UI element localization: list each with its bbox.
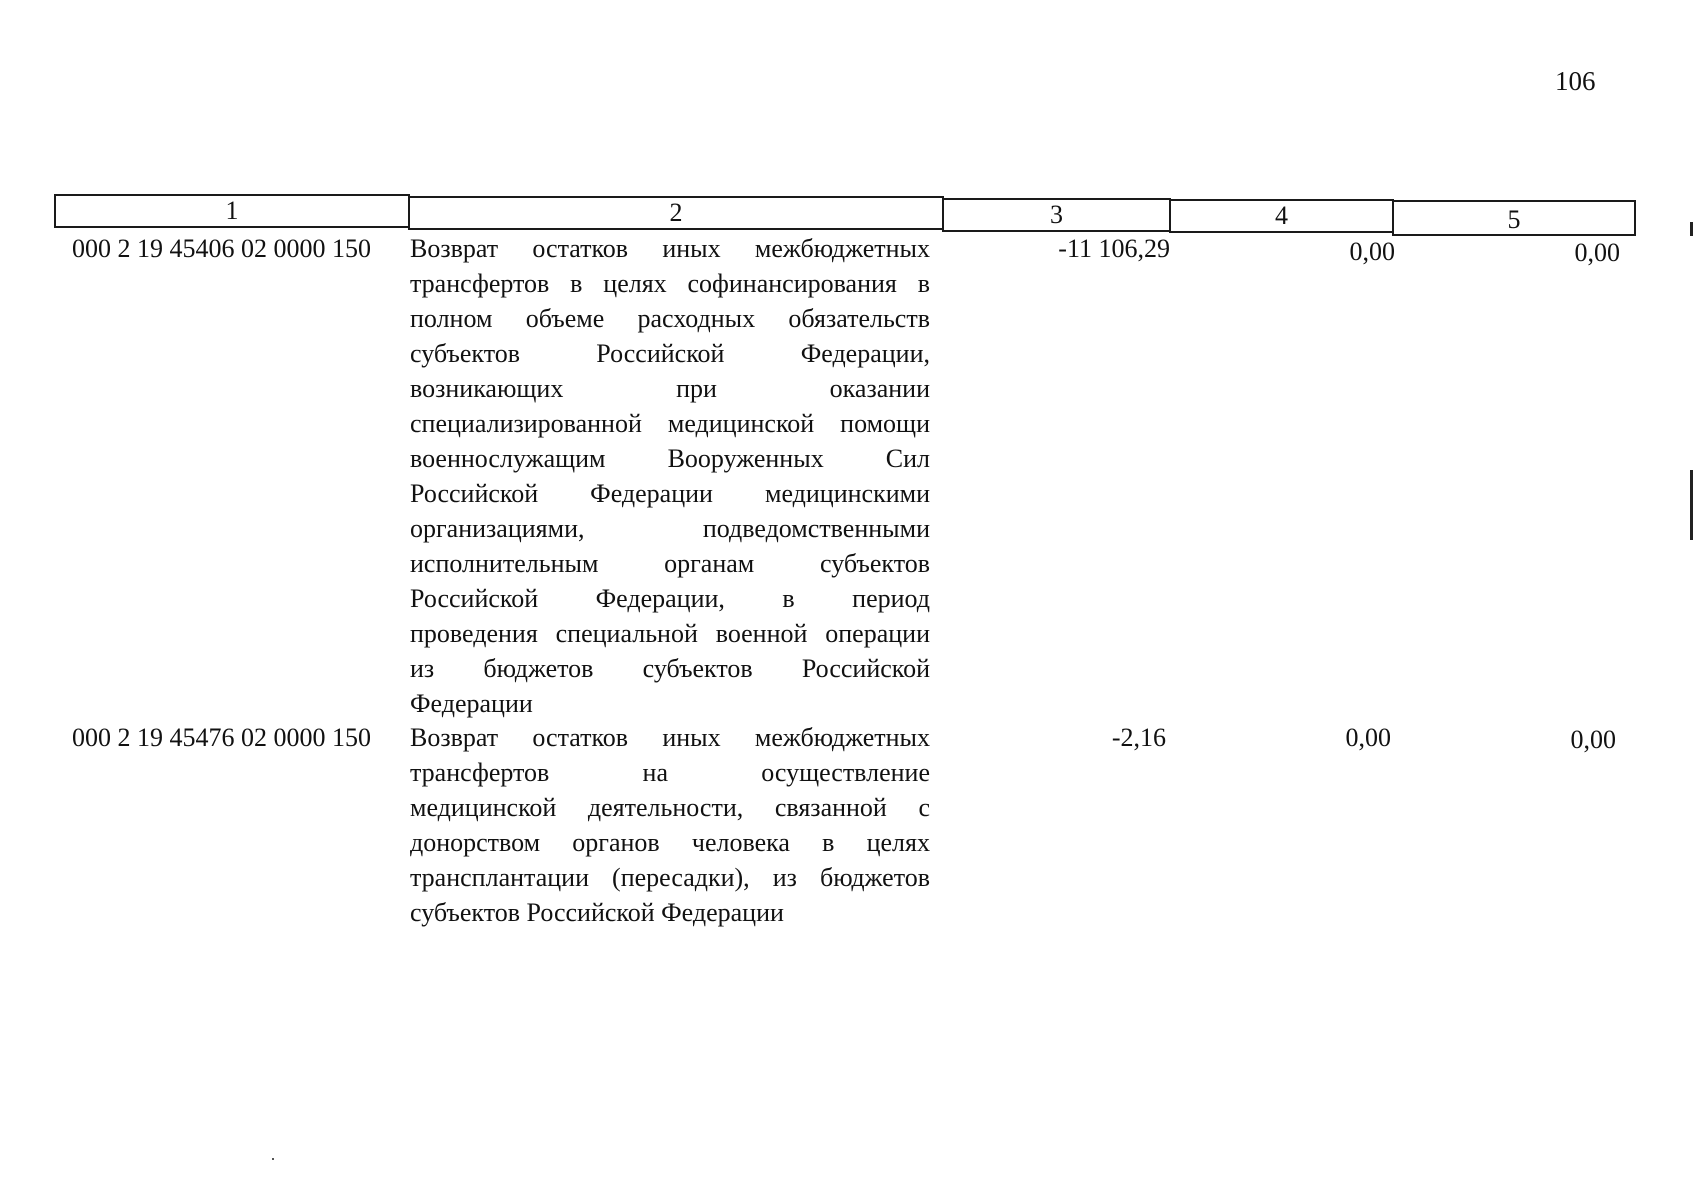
description-line: Российской Федерации медицинскими [410, 479, 930, 508]
column-header-4: 4 [1169, 199, 1394, 233]
scan-edge-mark [1690, 470, 1693, 540]
description-line: из бюджетов субъектов Российской [410, 654, 930, 683]
description-line: военнослужащим Вооруженных Сил [410, 444, 930, 473]
description-line: полном объеме расходных обязательств [410, 304, 930, 333]
description-line: организациями, подведомственными [410, 514, 930, 543]
description-line: Федерации [410, 689, 533, 718]
row-value-col5: 0,00 [1574, 238, 1620, 267]
scan-edge-mark [1690, 222, 1693, 236]
row-value-col5: 0,00 [1570, 725, 1616, 754]
row-value-col3: -2,16 [1111, 723, 1166, 752]
scan-speck [272, 1158, 274, 1160]
table-header [54, 194, 1636, 232]
column-header-5: 5 [1392, 200, 1636, 236]
row-value-col4: 0,00 [1345, 723, 1391, 752]
row-value-col3: -11 106,29 [1058, 234, 1170, 263]
row-description [410, 231, 930, 721]
description-line: субъектов Российской Федерации, [410, 339, 930, 368]
column-header-1: 1 [54, 194, 410, 228]
row-code: 000 2 19 45406 02 0000 150 [72, 234, 371, 263]
description-line: донорством органов человека в целях [410, 828, 930, 857]
column-header-2: 2 [408, 196, 944, 230]
description-line: специализированной медицинской помощи [410, 409, 930, 438]
row-value-col4: 0,00 [1349, 237, 1395, 266]
description-line: Возврат остатков иных межбюджетных [410, 234, 930, 263]
description-line: трансфертов в целях софинансирования в [410, 269, 930, 298]
description-line: трансфертов на осуществление [410, 758, 930, 787]
description-line: субъектов Российской Федерации [410, 898, 784, 927]
description-line: трансплантации (пересадки), из бюджетов [410, 863, 930, 892]
row-code: 000 2 19 45476 02 0000 150 [72, 723, 371, 752]
description-line: Возврат остатков иных межбюджетных [410, 723, 930, 752]
row-description [410, 720, 930, 930]
description-line: возникающих при оказании [410, 374, 930, 403]
page-number: 106 [1555, 66, 1596, 96]
description-line: исполнительным органам субъектов [410, 549, 930, 578]
description-line: медицинской деятельности, связанной с [410, 793, 930, 822]
description-line: Российской Федерации, в период [410, 584, 930, 613]
column-header-3: 3 [942, 198, 1171, 232]
description-line: проведения специальной военной операции [410, 619, 930, 648]
